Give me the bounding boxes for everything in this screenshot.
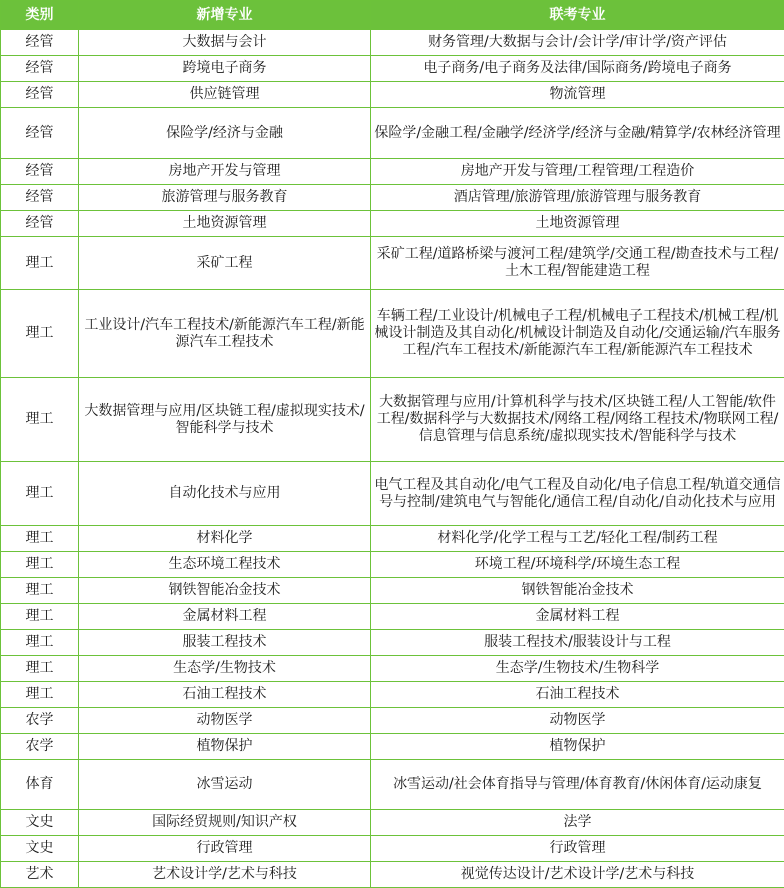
new-major-cell: 动物医学 <box>79 708 371 734</box>
table-row <box>1 290 784 378</box>
table-row <box>1 578 784 604</box>
new-major-cell: 旅游管理与服务教育 <box>79 185 371 211</box>
joint-majors-cell: 视觉传达设计/艺术设计学/艺术与科技 <box>371 862 784 888</box>
joint-majors-cell: 物流管理 <box>371 82 784 108</box>
new-major-cell: 冰雪运动 <box>79 760 371 810</box>
category-cell: 艺术 <box>1 862 79 888</box>
new-major-cell: 大数据管理与应用/区块链工程/虚拟现实技术/智能科学与技术 <box>79 378 371 462</box>
table-row <box>1 708 784 734</box>
table-row <box>1 760 784 810</box>
joint-majors-cell: 植物保护 <box>371 734 784 760</box>
joint-majors-cell: 动物医学 <box>371 708 784 734</box>
new-major-cell: 工业设计/汽车工程技术/新能源汽车工程/新能源汽车工程技术 <box>79 290 371 378</box>
new-major-cell: 艺术设计学/艺术与科技 <box>79 862 371 888</box>
category-cell: 经管 <box>1 159 79 185</box>
table-row <box>1 462 784 526</box>
table-row <box>1 378 784 462</box>
new-major-cell: 大数据与会计 <box>79 30 371 56</box>
category-cell: 理工 <box>1 552 79 578</box>
category-cell: 理工 <box>1 237 79 290</box>
joint-majors-cell: 材料化学/化学工程与工艺/轻化工程/制药工程 <box>371 526 784 552</box>
new-major-cell: 采矿工程 <box>79 237 371 290</box>
category-cell: 理工 <box>1 578 79 604</box>
category-cell: 理工 <box>1 290 79 378</box>
table-row <box>1 108 784 159</box>
joint-majors-cell: 房地产开发与管理/工程管理/工程造价 <box>371 159 784 185</box>
table-row <box>1 656 784 682</box>
joint-majors-cell: 采矿工程/道路桥梁与渡河工程/建筑学/交通工程/勘查技术与工程/土木工程/智能建造工程 <box>371 237 784 290</box>
joint-majors-cell: 土地资源管理 <box>371 211 784 237</box>
category-cell: 经管 <box>1 30 79 56</box>
new-major-cell: 自动化技术与应用 <box>79 462 371 526</box>
category-cell: 经管 <box>1 185 79 211</box>
joint-majors-cell: 钢铁智能冶金技术 <box>371 578 784 604</box>
table-body <box>1 30 784 888</box>
category-cell: 理工 <box>1 526 79 552</box>
table-row <box>1 552 784 578</box>
category-cell: 经管 <box>1 56 79 82</box>
table-row <box>1 56 784 82</box>
table-row <box>1 185 784 211</box>
new-major-cell: 钢铁智能冶金技术 <box>79 578 371 604</box>
table-row <box>1 211 784 237</box>
table-row <box>1 836 784 862</box>
joint-majors-cell: 法学 <box>371 810 784 836</box>
table-row <box>1 630 784 656</box>
table-row <box>1 30 784 56</box>
category-cell: 经管 <box>1 108 79 159</box>
new-major-cell: 金属材料工程 <box>79 604 371 630</box>
table-row <box>1 604 784 630</box>
table-row <box>1 159 784 185</box>
table-row <box>1 734 784 760</box>
joint-majors-cell: 电子商务/电子商务及法律/国际商务/跨境电子商务 <box>371 56 784 82</box>
category-cell: 理工 <box>1 682 79 708</box>
joint-majors-cell: 冰雪运动/社会体育指导与管理/体育教育/休闲体育/运动康复 <box>371 760 784 810</box>
category-cell: 理工 <box>1 378 79 462</box>
category-cell: 文史 <box>1 810 79 836</box>
header-joint-majors: 联考专业 <box>371 1 784 30</box>
table-row <box>1 526 784 552</box>
joint-majors-cell: 电气工程及其自动化/电气工程及自动化/电子信息工程/轨道交通信号与控制/建筑电气与智能化/通信工程/自动化/自动化技术与应用 <box>371 462 784 526</box>
new-major-cell: 石油工程技术 <box>79 682 371 708</box>
new-major-cell: 供应链管理 <box>79 82 371 108</box>
table-row <box>1 810 784 836</box>
category-cell: 经管 <box>1 211 79 237</box>
joint-majors-cell: 行政管理 <box>371 836 784 862</box>
header-new-major: 新增专业 <box>79 1 371 30</box>
category-cell: 农学 <box>1 708 79 734</box>
category-cell: 理工 <box>1 630 79 656</box>
joint-majors-cell: 酒店管理/旅游管理/旅游管理与服务教育 <box>371 185 784 211</box>
joint-majors-cell: 金属材料工程 <box>371 604 784 630</box>
category-cell: 理工 <box>1 604 79 630</box>
header-category: 类别 <box>1 1 79 30</box>
category-cell: 体育 <box>1 760 79 810</box>
new-major-cell: 跨境电子商务 <box>79 56 371 82</box>
new-major-cell: 房地产开发与管理 <box>79 159 371 185</box>
joint-majors-cell: 车辆工程/工业设计/机械电子工程/机械电子工程技术/机械工程/机械设计制造及其自动化/机械设计制造及自动化/交通运输/汽车服务工程/汽车工程技术/新能源汽车工程/新能源汽车工程技术 <box>371 290 784 378</box>
category-cell: 理工 <box>1 656 79 682</box>
joint-majors-cell: 财务管理/大数据与会计/会计学/审计学/资产评估 <box>371 30 784 56</box>
category-cell: 经管 <box>1 82 79 108</box>
category-cell: 理工 <box>1 462 79 526</box>
new-major-cell: 行政管理 <box>79 836 371 862</box>
new-major-cell: 生态环境工程技术 <box>79 552 371 578</box>
new-major-cell: 服装工程技术 <box>79 630 371 656</box>
new-major-cell: 生态学/生物技术 <box>79 656 371 682</box>
new-major-cell: 土地资源管理 <box>79 211 371 237</box>
table-row <box>1 682 784 708</box>
header-row <box>1 1 784 30</box>
table-row <box>1 82 784 108</box>
category-cell: 农学 <box>1 734 79 760</box>
new-major-cell: 保险学/经济与金融 <box>79 108 371 159</box>
new-major-cell: 国际经贸规则/知识产权 <box>79 810 371 836</box>
new-major-cell: 材料化学 <box>79 526 371 552</box>
joint-majors-cell: 服装工程技术/服装设计与工程 <box>371 630 784 656</box>
joint-majors-cell: 保险学/金融工程/金融学/经济学/经济与金融/精算学/农林经济管理 <box>371 108 784 159</box>
table-header <box>1 1 784 30</box>
category-cell: 文史 <box>1 836 79 862</box>
joint-majors-cell: 石油工程技术 <box>371 682 784 708</box>
new-major-cell: 植物保护 <box>79 734 371 760</box>
table-row <box>1 237 784 290</box>
joint-majors-cell: 环境工程/环境科学/环境生态工程 <box>371 552 784 578</box>
joint-majors-cell: 大数据管理与应用/计算机科学与技术/区块链工程/人工智能/软件工程/数据科学与大数据技术/网络工程/网络工程技术/物联网工程/信息管理与信息系统/虚拟现实技术/智能科学与技术 <box>371 378 784 462</box>
joint-majors-cell: 生态学/生物技术/生物科学 <box>371 656 784 682</box>
